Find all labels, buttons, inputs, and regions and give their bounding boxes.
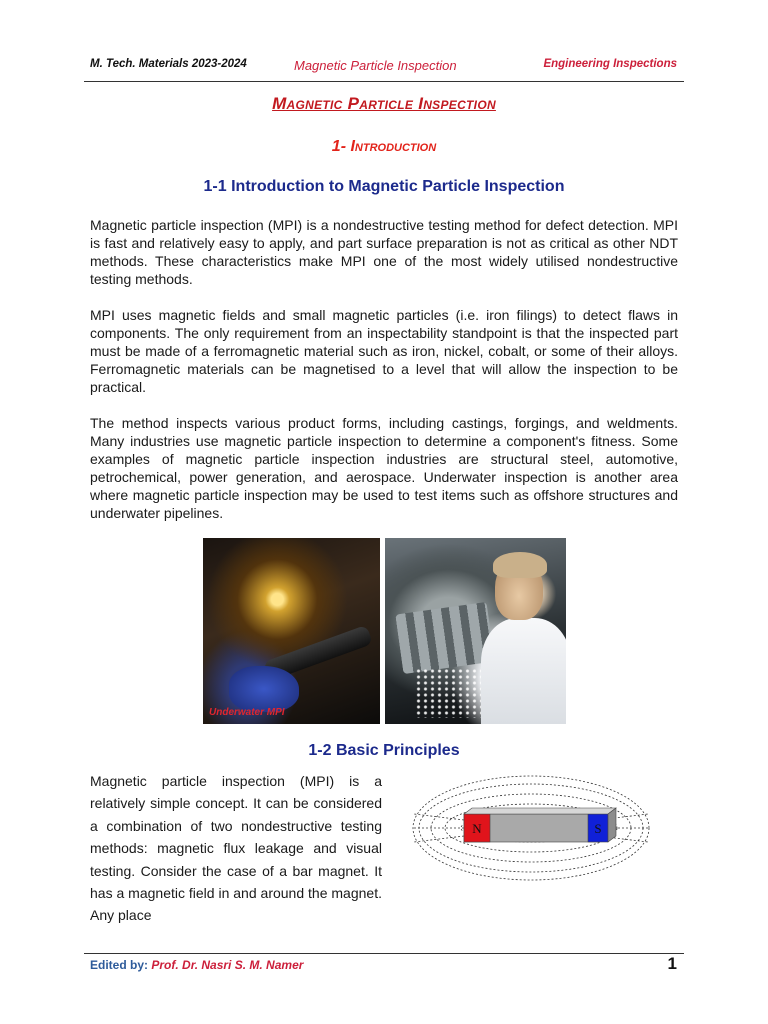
basic-principles-paragraph: Magnetic particle inspection (MPI) is a relatively simple concept. It can be considered a combination of two nondestructive testing methods: magnetic flux leakage and visual testing. Consider the case of a bar magnet. It has a magnetic field in and around the magnet. Any place	[90, 773, 382, 924]
photo-lab-coat	[481, 618, 566, 724]
paragraph-2: MPI uses magnetic fields and small magnetic particles (i.e. iron filings) to detect flaws in components. The only requirement from an inspectability standpoint is that the inspected part must be made of a ferromagnetic material such as iron, nickel, cobalt, or some of their alloys. Ferromagnetic materials can be magnetised to a level that will allow the inspection to be practical.	[90, 307, 678, 395]
section-heading-1-1: 1-1 Introduction to Magnetic Particle Inspection	[203, 178, 565, 195]
underwater-mpi-photo	[203, 538, 380, 724]
header-divider	[84, 81, 684, 82]
footer-credit	[90, 958, 303, 972]
engine-inspection-photo	[385, 538, 566, 724]
photo-inspector-hair	[493, 552, 547, 578]
photo-engine-block	[395, 602, 494, 674]
header-right-text: Engineering Inspections	[543, 58, 677, 70]
south-label: S	[594, 821, 602, 836]
footer-edited-by: Edited by:	[90, 958, 149, 972]
section-heading-1-2: 1-2 Basic Principles	[308, 742, 460, 759]
header-center-text: Magnetic Particle Inspection	[294, 58, 457, 73]
photo-glove	[229, 666, 299, 712]
footer-divider	[84, 953, 684, 954]
magnet-top-face	[464, 808, 616, 814]
header-left-text: M. Tech. Materials 2023-2024	[90, 58, 247, 70]
photo-caption: Underwater MPI	[209, 707, 285, 718]
footer-author: Prof. Dr. Nasri S. M. Namer	[151, 958, 304, 972]
magnet-side-face	[608, 808, 616, 842]
paragraph-3: The method inspects various product forms, including castings, forgings, and weldments. Many industries use magnetic particle inspection to determine a component's fitness. Some examples of magnetic particle inspection industries are structural steel, automotive, petrochemical, power generation, and aerospace. Underwater inspection is another area where magnetic particle inspection may be used to test items such as offshore structures and underwater pipelines.	[90, 415, 678, 521]
north-label: N	[472, 821, 482, 836]
bar-magnet-diagram	[412, 774, 650, 882]
document-title: Magnetic Particle Inspection	[272, 94, 496, 113]
chapter-heading: 1- Introduction	[331, 138, 437, 155]
page-number: 1	[667, 954, 677, 973]
paragraph-1: Magnetic particle inspection (MPI) is a nondestructive testing method for defect detection. MPI is fast and relatively easy to apply, and part surface preparation is not as critical as other NDT methods. These characteristics make MPI one of the most widely utilised nondestructive testing methods.	[90, 217, 678, 287]
